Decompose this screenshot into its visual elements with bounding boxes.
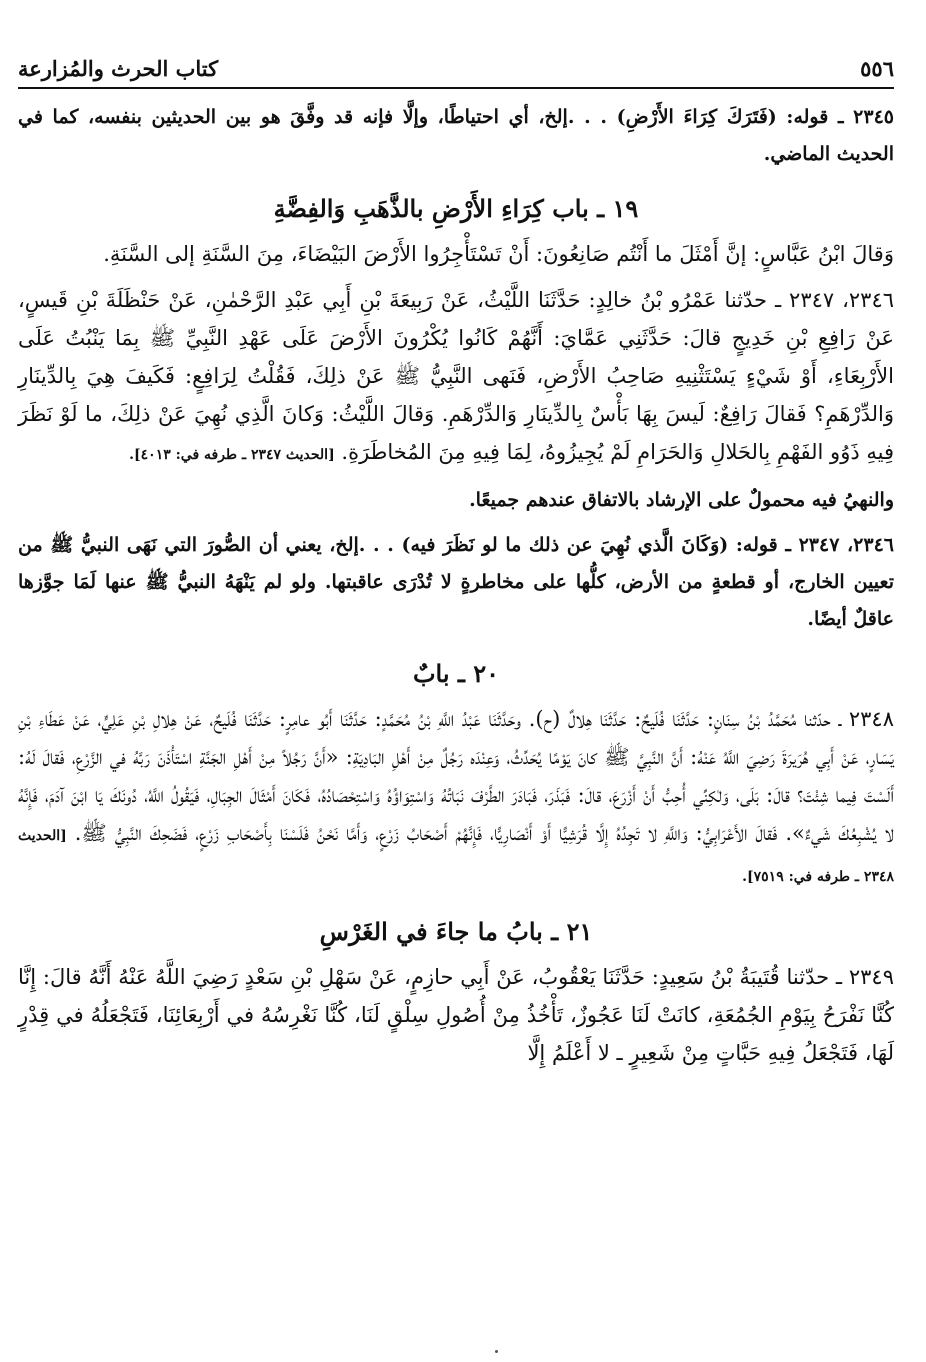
hadith-2347-reference: [الحديث ٢٣٤٧ ـ طرفه في: ٤٠١٣]. bbox=[129, 447, 335, 463]
commentary-2346-2347: ٢٣٤٦، ٢٣٤٧ ـ قوله: (وَكَانَ الَّذي نُهِيَ عن ذلك ما لو نَظَرَ فيه) . . .إلخ، يعني أن الصُّورَ التي نَهَى النبيُّ ﷺ من تعيين الخارج، أو قطعةٍ من الأرض، كلُّها على مخاطرةٍ لا تُدْرَى عاقبتها. ولو لم يَنْهَهُ النبيُّ ﷺ عنها لَمَا جوَّزها عاقلٌ أيضًا. bbox=[18, 534, 894, 630]
hadith-2348 bbox=[18, 700, 894, 896]
page-number: ٥٥٦ bbox=[860, 56, 894, 81]
chapter-20-title: ٢٠ ـ بابٌ bbox=[412, 659, 500, 688]
hadith-2346-2347 bbox=[18, 281, 894, 474]
hadith-2346-2347-text: ٢٣٤٦، ٢٣٤٧ ـ حدّثنا عَمْرُو بْنُ خالِدٍ: حَدَّثَنَا اللَّيْثُ، عَنْ رَبِيعَةَ بْنِ أَبِي عَبْدِ الرَّحْمٰنِ، عَنْ حَنْظَلَةَ بْنِ قَيسٍ، عَنْ رَافِعِ بْنِ خَدِيجٍ قالَ: حَدَّثَنِي عَمَّايَ: أَنَّهُمْ كَانُوا يُكْرُونَ الأَرْضَ عَلَى عَهْدِ النَّبِيِّ ﷺ بِمَا يَنْبُتُ عَلَى الأَرْبِعَاءِ، أَوْ شَيْءٍ يَسْتَثْنِيهِ صَاحِبُ الأَرْضِ، فَنَهى النَّبِيُّ ﷺ عَنْ ذلِكَ، فَقُلْتُ لِرَافِعٍ: فَكَيفَ هِيَ بِالدِّينَارِ وَالدِّرْهَمِ؟ فَقالَ رَافِعٌ: لَيسَ بِهَا بَأْسٌ بِالدِّينَارِ وَالدِّرْهَمِ. وَقالَ اللَّيْثُ: وَكانَ الَّذِي نُهِيَ عَنْ ذلِكَ، ما لَوْ نَظَرَ فِيهِ ذَوُو الفَهْمِ بِالحَلالِ وَالحَرَامِ لَمْ يُجِيزُوهُ، لِمَا فِيهِ مِنَ المُخاطَرَةِ. bbox=[18, 288, 895, 464]
hadith-2348-reference: [الحديث ٢٣٤٨ ـ طرفه في: ٧٥١٩]. bbox=[18, 828, 894, 885]
hadith-2349: ٢٣٤٩ ـ حدّثنا قُتَيبَةُ بْنُ سَعِيدٍ: حَدَّثَنَا يَعْقُوبُ، عَنْ أَبِي حازِمٍ، عَنْ سَهْلِ بْنِ سَعْدٍ رَضِيَ اللَّهُ عَنْهُ أَنَّهُ قالَ: إِنَّا كُنَّا نَفْرَحُ بِيَوْمِ الجُمُعَةِ، كانَتْ لَنَا عَجُوزٌ، تَأْخُذُ مِنْ أُصُولِ سِلْقٍ لَنَا، كُنَّا نَغْرِسُهُ في أَرْبِعَائِنَا، فَتَجْعَلُهُ في قِدْرٍ لَهَا، فَتَجْعَلُ فِيهِ حَبَّاتٍ مِنْ شَعِيرٍ ـ لا أَعْلَمُ إِلَّا bbox=[18, 965, 894, 1065]
chapter-19-intro: وَقالَ ابْنُ عَبَّاسٍ: إنَّ أَمْثَلَ ما أَنْتُم صَانِعُونَ: أَنْ تَسْتَأْجِرُوا الأَرْضَ البَيْضَاءَ، مِنَ السَّنَةِ إلى السَّنَةِ. bbox=[103, 242, 894, 266]
page-header bbox=[18, 56, 894, 89]
book-title: كتاب الحرث والمُزارعة bbox=[18, 56, 219, 81]
chapter-19-note: والنهيُ فيه محمولٌ على الإرشاد بالاتفاق عندهم جميعًا. bbox=[469, 489, 894, 511]
chapter-21-title: ٢١ ـ بابُ ما جاءَ في الغَرْسِ bbox=[319, 917, 593, 946]
hadith-2348-text: ٢٣٤٨ ـ حدّثنا مُحَمَّدُ بْنُ سِنَانٍ: حَدَّثَنَا فُلَيحٌ: حَدَّثَنَا هِلالٌ (ح). وحَدَّثَنَا عَبْدُ اللَّهِ بْنُ مُحَمَّدٍ: حَدَّثَنَا أَبُو عامِرٍ: حَدَّثَنَا فُلَيحٌ، عَنْ هِلالِ بْنِ عَلِيٍّ، عَنْ عَطَاءِ بْنِ يَسَارٍ، عَنْ أَبِي هُرَيرَةَ رَضِيَ اللَّهُ عَنْهُ: أَنَّ النَّبِيَّ ﷺ كانَ يَوْمًا يُحَدِّثُ، وَعِنْدَه رَجُلٌ مِنْ أَهْلِ البَادِيَةِ: «أَنَّ رَجُلاً مِنْ أَهْلِ الجَنَّةِ اسْتَأْذَنَ رَبَّهُ في الزَّرْعِ، فَقالَ لَهُ: أَلَسْتَ فِيما شِئْتَ؟ قالَ: بَلَى، وَلٰكِنِّي أُحِبُّ أَنْ أَزْرَعَ، قالَ: فَبَذَرَ، فَبَادَرَ الطَّرْفَ نَبَاتُهُ وَاسْتِوَاؤُهُ وَاسْتِحْصَادُهُ، فَكَانَ أَمْثَالَ الجِبَالِ، فَيَقُولُ اللَّهُ، دُونَكَ يَا ابْنَ آدَمَ، فَإِنَّهُ لا يُشْبِعُكَ شَيءٌ». فَقالَ الأَعْرَابِيُّ: وَاللَّهِ لا تَجِدُهُ إِلَّا قُرَشِيًّا أَوْ أَنْصَارِيًّا، فَإِنَّهُمْ أَصْحَابُ زَرْعٍ، وَأَمَّا نَحْنُ فَلَسْنَا بِأَصْحَابِ زَرْعٍ، فَضَحِكَ النَّبِيُّ ﷺ. bbox=[18, 707, 894, 845]
chapter-19-title: ١٩ ـ باب كِرَاءِ الأَرْضِ بالذَّهَبِ وَالفِضَّةِ bbox=[273, 194, 639, 223]
scan-speck bbox=[495, 1350, 498, 1353]
commentary-2345: ٢٣٤٥ ـ قوله: (فَتَرَكَ كِرَاءَ الأَرْضِ) . . .إلخ، أي احتياطًا، وإلَّا فإنه قد وفَّقَ هو بين الحديثين بنفسه، كما في الحديث الماضي. bbox=[18, 106, 894, 165]
